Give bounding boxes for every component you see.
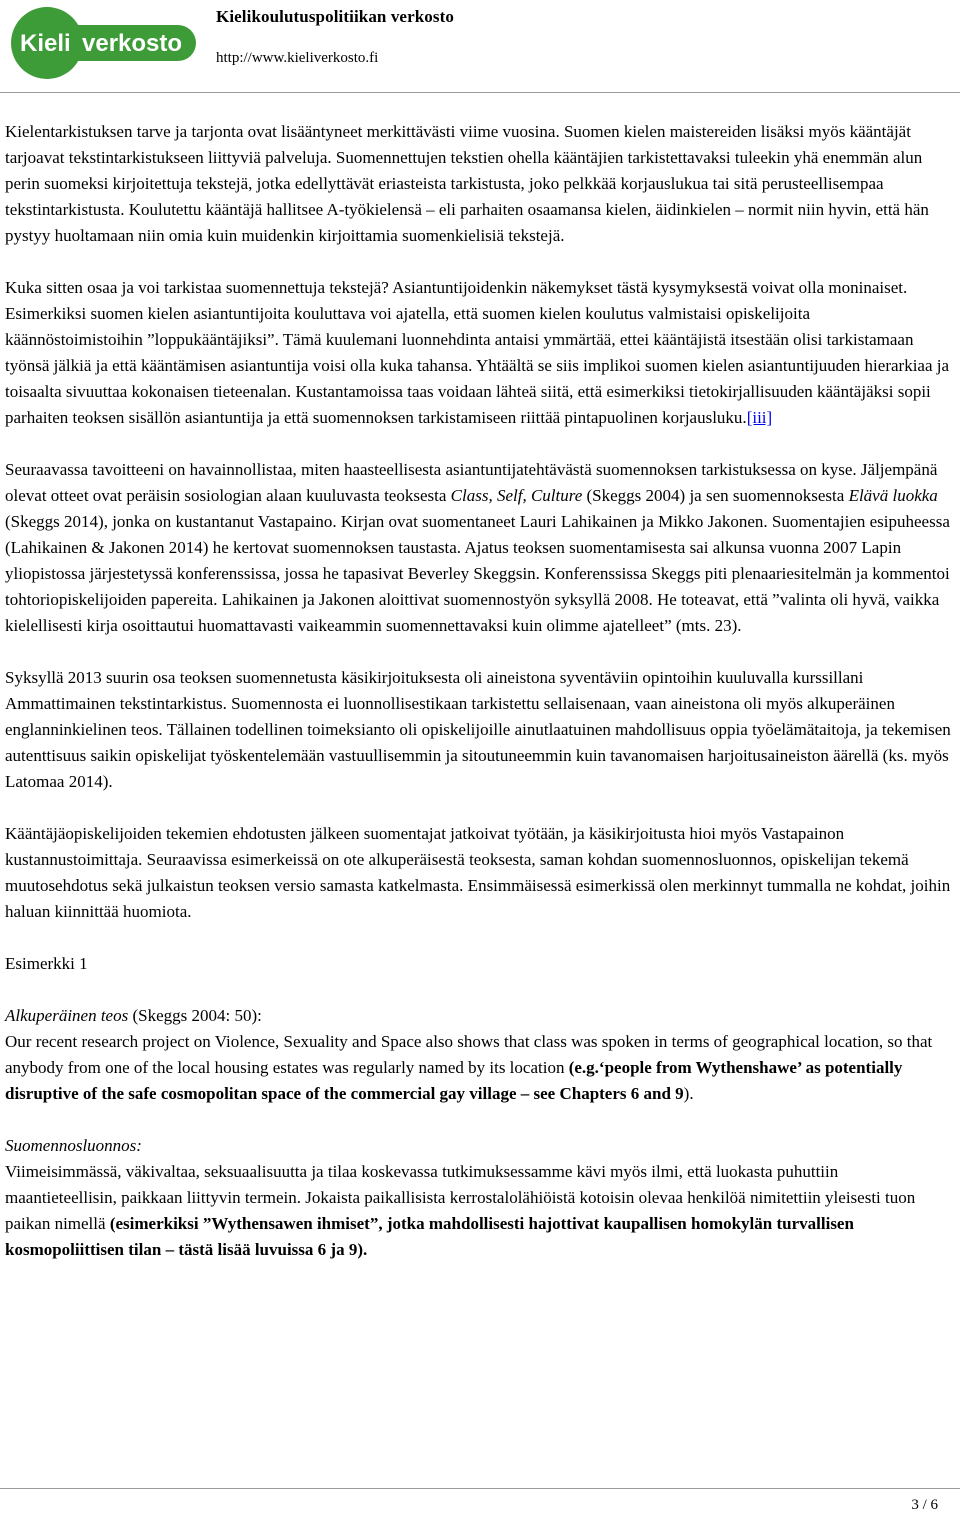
page-number: 3 / 6 xyxy=(911,1497,938,1513)
original-label-line xyxy=(5,1003,952,1029)
original-reference: (Skeggs 2004: 50): xyxy=(128,1006,262,1025)
paragraph-2 xyxy=(5,275,952,431)
paragraph-3-text-c: (Skeggs 2014), jonka on kustantanut Vastapaino. Kirjan ovat suomentaneet Lauri Lahikainen ja Mikko Jakonen. Suomentajien esipuheessa (Lahikainen & Jakonen 2014) he kertovat suomennoksen taustasta. Ajatus teoksen suomentamisesta sai alkunsa vuonna 2007 Lapin yliopistossa järjestetyssä konferenssissa, jossa he tapasivat Beverley Skeggsin. Konferenssissa Skeggs piti plenaariesitelmän ja kommentoi tohtoriopiskelijoiden papereita. Lahikainen ja Jakonen aloittivat suomennostyön syksyllä 2008. He toteavat, että ”valinta oli hyvä, vaikka kielellisesti kirja osoittautui huomattavasti vaikeammin suomennettavaksi kuin olimme ajatelleet” (mts. 23). xyxy=(5,512,950,635)
draft-excerpt-text: Viimeisimmässä, väkivaltaa, seksuaalisuutta ja tilaa koskevassa tutkimuksessamme kävi myös ilmi, että luokasta puhuttiin maantieteellisin, paikkaan liittyvin termein. Jokaista paikallisista kerrostalolähiöistä kotoisin olevaa henkilöä nimitettiin yleisesti tuon paikan nimellä xyxy=(5,1162,916,1233)
original-excerpt xyxy=(5,1029,952,1107)
draft-excerpt-highlight: (esimerkiksi ”Wythensawen ihmiset”, jotka mahdollisesti hajottivat kaupallisen homokylän turvallisen kosmopoliittisen tilan – tästä lisää luvuissa 6 ja 9). xyxy=(5,1214,854,1259)
paragraph-3-text-a: Seuraavassa tavoitteeni on havainnollistaa, miten haasteellisesta asiantuntijatehtävästä suomennoksen tarkistuksessa on kyse. Jäljempänä olevat otteet ovat peräisin sosiologian alaan kuuluvasta teoksesta xyxy=(5,460,938,505)
book-title-class-self-culture: Class, Self, Culture xyxy=(450,486,583,505)
paragraph-3-text-b: (Skeggs 2004) ja sen suomennoksesta xyxy=(582,486,849,505)
paragraph-2-text: Kuka sitten osaa ja voi tarkistaa suomennettuja tekstejä? Asiantuntijoidenkin näkemykset tästä kysymyksestä voivat olla moninaiset. Esimerkiksi suomen kielen asiantuntijoita kouluttava voi ajatella, että suomen kielen koulutus valmistaisi opiskelijoita käännöstoimistoihin ”loppukääntäjiksi”. Tämä kuulemani luonnehdinta antaisi ymmärtää, ettei kääntäjistä itsestään olisi tarkistamaan työnsä jälkiä ja että kääntämisen asiantuntija voisi olla kuka tahansa. Yhtäältä se siis implikoi suomen kielen asiantuntijuuden hierarkiaa ja toisaalta sivuuttaa kokonaisen tieteenalan. Kustantamoissa taas voidaan lähteä siitä, että esimerkiksi tietokirjallisuuden kääntäjäksi sopii parhaiten teoksen sisällön asiantuntija ja että suomennoksen tarkistamiseen riittää pintapuolinen korjausluku. xyxy=(5,278,950,427)
original-excerpt-end: ). xyxy=(683,1084,694,1103)
logo-text-left: Kieli xyxy=(20,30,71,57)
example-heading: Esimerkki 1 xyxy=(5,954,88,973)
original-excerpt-text: Our recent research project on Violence, Sexuality and Space also shows that class was spoken in terms of geographical location, so that anybody from one of the local housing estates was regularly named by its location xyxy=(5,1032,933,1077)
book-title-elava-luokka: Elävä luokka xyxy=(848,486,938,505)
original-excerpt-highlight: (e.g.‘people from Wythenshawe’ as potentially disruptive of the safe cosmopolitan space of the commercial gay village – see Chapters 6 and 9 xyxy=(5,1058,903,1103)
paragraph-4: Syksyllä 2013 suurin osa teoksen suomennetusta käsikirjoituksesta oli aineistona syventäviin opintoihin kuuluvalla kurssillani Ammattimainen tekstintarkistus. Suomennosta ei luonnollisestikaan tarkistettu sellaisenaan, vaan aineistona oli myös alkuperäinen englanninkielinen teos. Tällainen todellinen toimeksianto oli opiskelijoille ainutlaatuinen mahdollisuus oppia työelämätaitoja, ja tekemisen autenttisuus saikin opiskelijat työskentelemään vastuullisemmin ja sitoutuneemmin kuin tavanomaisen harjoitusaineiston äärellä (ks. myös Latomaa 2014). xyxy=(5,668,951,791)
paragraph-3 xyxy=(5,457,952,639)
original-label: Alkuperäinen teos xyxy=(5,1006,129,1025)
footer-divider xyxy=(0,1488,960,1489)
page-header xyxy=(0,0,960,93)
kieliverkosto-logo[interactable] xyxy=(10,6,196,80)
footnote-link-iii[interactable]: [iii] xyxy=(746,408,773,427)
paragraph-1: Kielentarkistuksen tarve ja tarjonta ovat lisääntyneet merkittävästi viime vuosina. Suomen kielen maistereiden lisäksi myös kääntäjät tarjoavat tekstintarkistukseen liittyviä palveluja. Suomennettujen tekstien ohella kääntäjien tarkistettavaksi tuleekin yhä enemmän alun perin suomeksi kirjoitettuja tekstejä, jotka edellyttävät eriasteista tarkistusta, joko pelkkää korjauslukua tai sitä perusteellisempaa tekstintarkistusta. Koulutettu kääntäjä hallitsee A-työkielensä – eli parhaiten osaamansa kielen, äidinkielen – normit niin hyvin, että hän pystyy huoltamaan niin omia kuin muidenkin kirjoittamia suomenkielisiä tekstejä. xyxy=(5,122,929,245)
site-title: Kielikoulutuspolitiikan verkosto xyxy=(216,7,454,26)
draft-excerpt xyxy=(5,1159,952,1263)
logo-graphic xyxy=(10,6,196,80)
draft-label: Suomennosluonnos: xyxy=(5,1136,142,1155)
draft-label-line xyxy=(5,1133,952,1159)
article-body xyxy=(5,119,952,1289)
logo-text-right: verkosto xyxy=(82,30,183,57)
paragraph-5: Kääntäjäopiskelijoiden tekemien ehdotusten jälkeen suomentajat jatkoivat työtään, ja käsikirjoitusta hioi myös Vastapainon kustannustoimittaja. Seuraavissa esimerkeissä on ote alkuperäisestä teoksesta, saman kohdan suomennosluonnos, opiskelijan tekemä muutosehdotus sekä julkaistun teoksen versio samasta katkelmasta. Ensimmäisessä esimerkissä olen merkinnyt tummalla ne kohdat, joihin haluan kiinnittää huomiota. xyxy=(5,824,951,921)
site-url[interactable]: http://www.kieliverkosto.fi xyxy=(216,50,379,66)
